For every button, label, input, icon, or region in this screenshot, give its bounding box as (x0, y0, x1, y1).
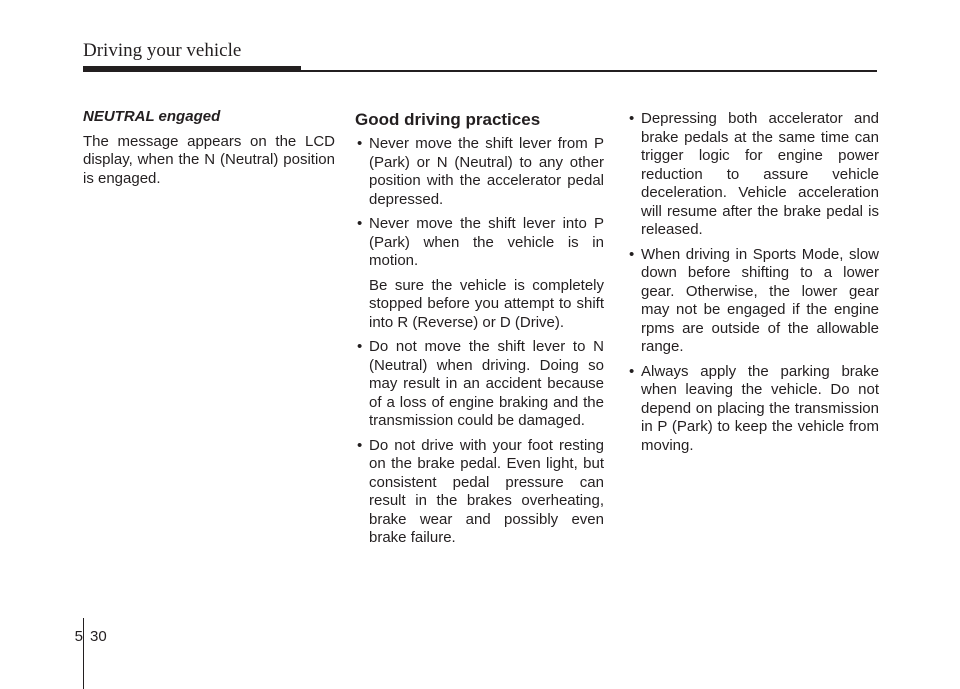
list-item (355, 338, 604, 431)
list-item-subtext: Be sure the vehicle is completely stopped before you attempt to shift into R (Reverse) or D (Drive). (369, 276, 604, 331)
neutral-subhead: NEUTRAL engaged (83, 108, 221, 125)
list-item-text: • Never move the shift lever into P (Park) when the vehicle is in motion. (369, 215, 604, 269)
list-item (627, 110, 879, 240)
list-item (355, 215, 604, 332)
chapter-title: Driving your vehicle (83, 40, 242, 61)
list-item (627, 246, 879, 357)
neutral-paragraph: The message appears on the LCD display, when the N (Neutral) position is engaged. (83, 132, 335, 187)
list-item-text: • Depressing both accelerator and brake pedals at the same time can trigger logic for engine power reduction to assure vehicle deceleration. Vehicle acceleration will resume after the brake pedal is released. (641, 110, 879, 238)
header-rule-thick (83, 66, 301, 72)
practice-list-2 (627, 110, 879, 455)
list-item (355, 135, 604, 209)
column-middle (355, 110, 604, 554)
list-item-text: • Never move the shift lever from P (Park) or N (Neutral) to any other position with the accelerator pedal depressed. (369, 135, 604, 208)
list-item-text: • Do not move the shift lever to N (Neutral) when driving. Doing so may result in an accident because of a loss of engine braking and the transmission could be damaged. (369, 338, 604, 429)
column-right (627, 110, 879, 461)
section-number: 5 (74, 628, 83, 645)
page-number: 30 (90, 628, 107, 645)
list-item (355, 437, 604, 548)
footer-divider (83, 618, 84, 689)
list-item-text: • When driving in Sports Mode, slow down before shifting to a lower gear. Otherwise, the lower gear may not be engaged if the engine rpms are outside of the allowable range. (641, 245, 879, 355)
header-rule-thin (301, 70, 877, 72)
column-left (83, 108, 335, 188)
list-item-text: • Do not drive with your foot resting on the brake pedal. Even light, but consistent pedal pressure can result in the brakes overheating, brake wear and possibly even brake failure. (369, 436, 604, 546)
section-title: Good driving practices (355, 110, 541, 129)
list-item-text: • Always apply the parking brake when leaving the vehicle. Do not depend on placing the transmission in P (Park) to keep the vehicle from moving. (641, 362, 879, 454)
list-item (627, 363, 879, 456)
practice-list-1 (355, 135, 604, 548)
